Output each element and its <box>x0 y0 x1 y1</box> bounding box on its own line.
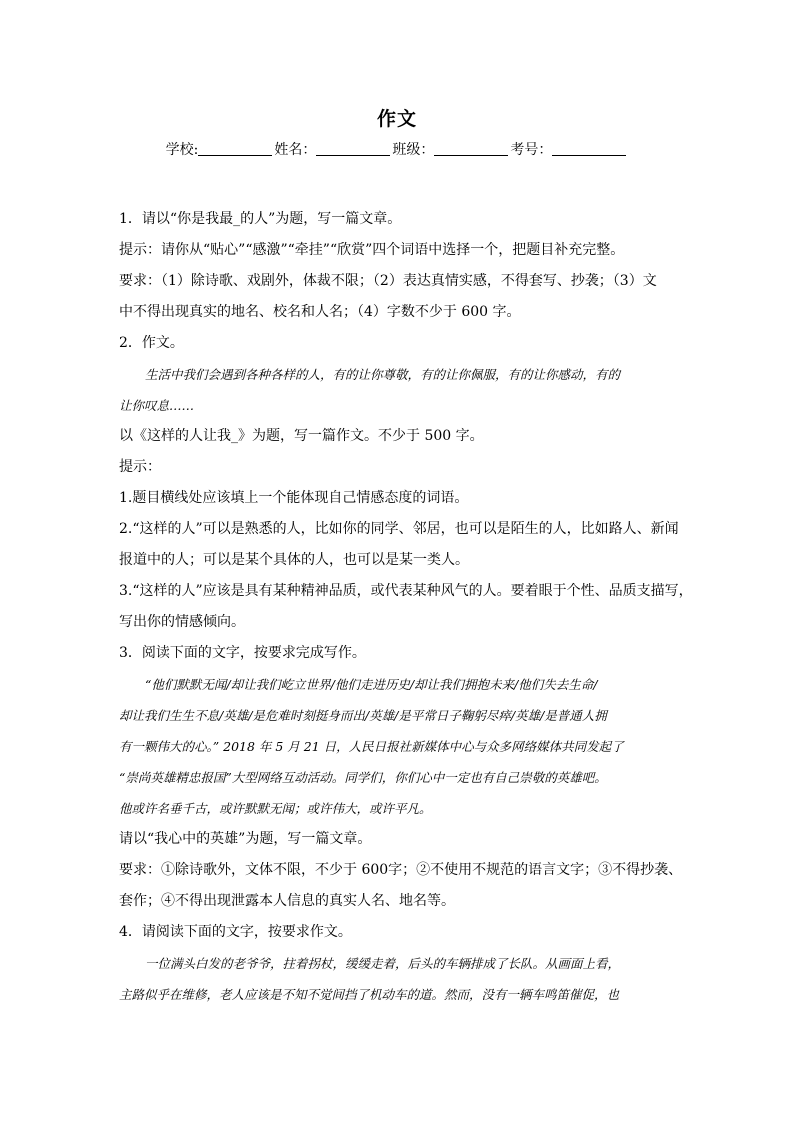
page-title: 作文 <box>376 108 417 130</box>
q3-heading: 3．阅读下面的文字，按要求完成写作。 <box>119 645 366 661</box>
q3-prompt: 请以“我心中的英雄”为题，写一篇文章。 <box>119 831 372 847</box>
q4-material: 一位满头白发的老爷爷，拄着拐杖，缓缓走着，后头的车辆排成了长队。从画面上看， <box>145 956 621 971</box>
q4-heading: 4．请阅读下面的文字，按要求作文。 <box>119 924 352 940</box>
name-blank[interactable] <box>316 141 390 156</box>
student-info-row <box>0 139 794 159</box>
q3-material-cont-1: 却让我们生生不息/英雄/是危难时刻挺身而出/英雄/是平常日子鞠躬尽瘁/英雄/是普通人拥 <box>119 708 607 723</box>
q2-prompt: 以《这样的人让我_》为题，写一篇作文。不少于 500 字。 <box>119 428 484 444</box>
q3-material-cont-2: 有一颗伟大的心。” 2018 年 5 月 21 日，人民日报社新媒体中心与众多网络媒体共同发起了 <box>119 739 624 754</box>
class-label: 班级： <box>392 142 435 158</box>
class-blank[interactable] <box>434 141 508 156</box>
name-label: 姓名： <box>274 142 317 158</box>
q3-material-cont-4: 他或许名垂千古，或许默默无闻；或许伟大，或许平凡。 <box>119 801 432 816</box>
q2-hint-3-cont: 写出你的情感倾向。 <box>119 614 245 630</box>
q1-requirements: 要求：（1）除诗歌、戏剧外，体裁不限；（2）表达真情实感，不得套写、抄袭；（3）文 <box>119 273 657 289</box>
questions-body <box>119 204 693 1010</box>
school-label: 学校: <box>165 142 199 158</box>
q1-prompt: 1．请以“你是我最_的人”为题，写一篇文章。 <box>119 211 402 227</box>
q1-requirements-cont: 中不得出现真实的地名、校名和人名；（4）字数不少于 600 字。 <box>119 304 521 320</box>
number-blank[interactable] <box>552 141 626 156</box>
q2-hint-2: 2.“这样的人”可以是熟悉的人，比如你的同学、邻居，也可以是陌生的人，比如路人、新闻 <box>119 521 679 537</box>
q2-material: 生活中我们会遇到各种各样的人，有的让你尊敬，有的让你佩服，有的让你感动，有的 <box>145 367 621 382</box>
q2-hint-3: 3.“这样的人”应该是具有某种精神品质，或代表某种风气的人。要着眼于个性、品质支描写， <box>119 583 693 599</box>
q3-material-cont-3: “崇尚英雄精忠报国”大型网络互动活动。同学们，你们心中一定也有自己崇敬的英雄吧。 <box>119 770 607 785</box>
number-label: 考号： <box>510 142 553 158</box>
q2-heading: 2．作文。 <box>119 335 184 351</box>
q2-material-cont: 让你叹息…… <box>119 398 195 413</box>
q3-material: “他们默默无闻/却让我们屹立世界/他们走进历史/却让我们拥抱未来/他们失去生命/ <box>145 677 598 692</box>
q1-hint: 提示：请你从“贴心”“感激”“牵挂”“欣赏”四个词语中选择一个，把题目补充完整。 <box>119 242 625 258</box>
q2-hint-2-cont: 报道中的人；可以是某个具体的人，也可以是某一类人。 <box>119 552 469 568</box>
q4-material-cont: 主路似乎在维修，老人应该是不知不觉间挡了机动车的道。然而，没有一辆车鸣笛催促，也 <box>119 987 620 1002</box>
q2-hint-label: 提示： <box>119 459 161 475</box>
school-blank[interactable] <box>198 141 272 156</box>
q2-hint-1: 1.题目横线处应该填上一个能体现自己情感态度的词语。 <box>119 490 469 506</box>
q3-requirements-cont: 套作；④不得出现泄露本人信息的真实人名、地名等。 <box>119 893 455 909</box>
q3-requirements: 要求：①除诗歌外，文体不限，不少于 600字；②不使用不规范的语言文字；③不得抄袭、 <box>119 862 683 878</box>
